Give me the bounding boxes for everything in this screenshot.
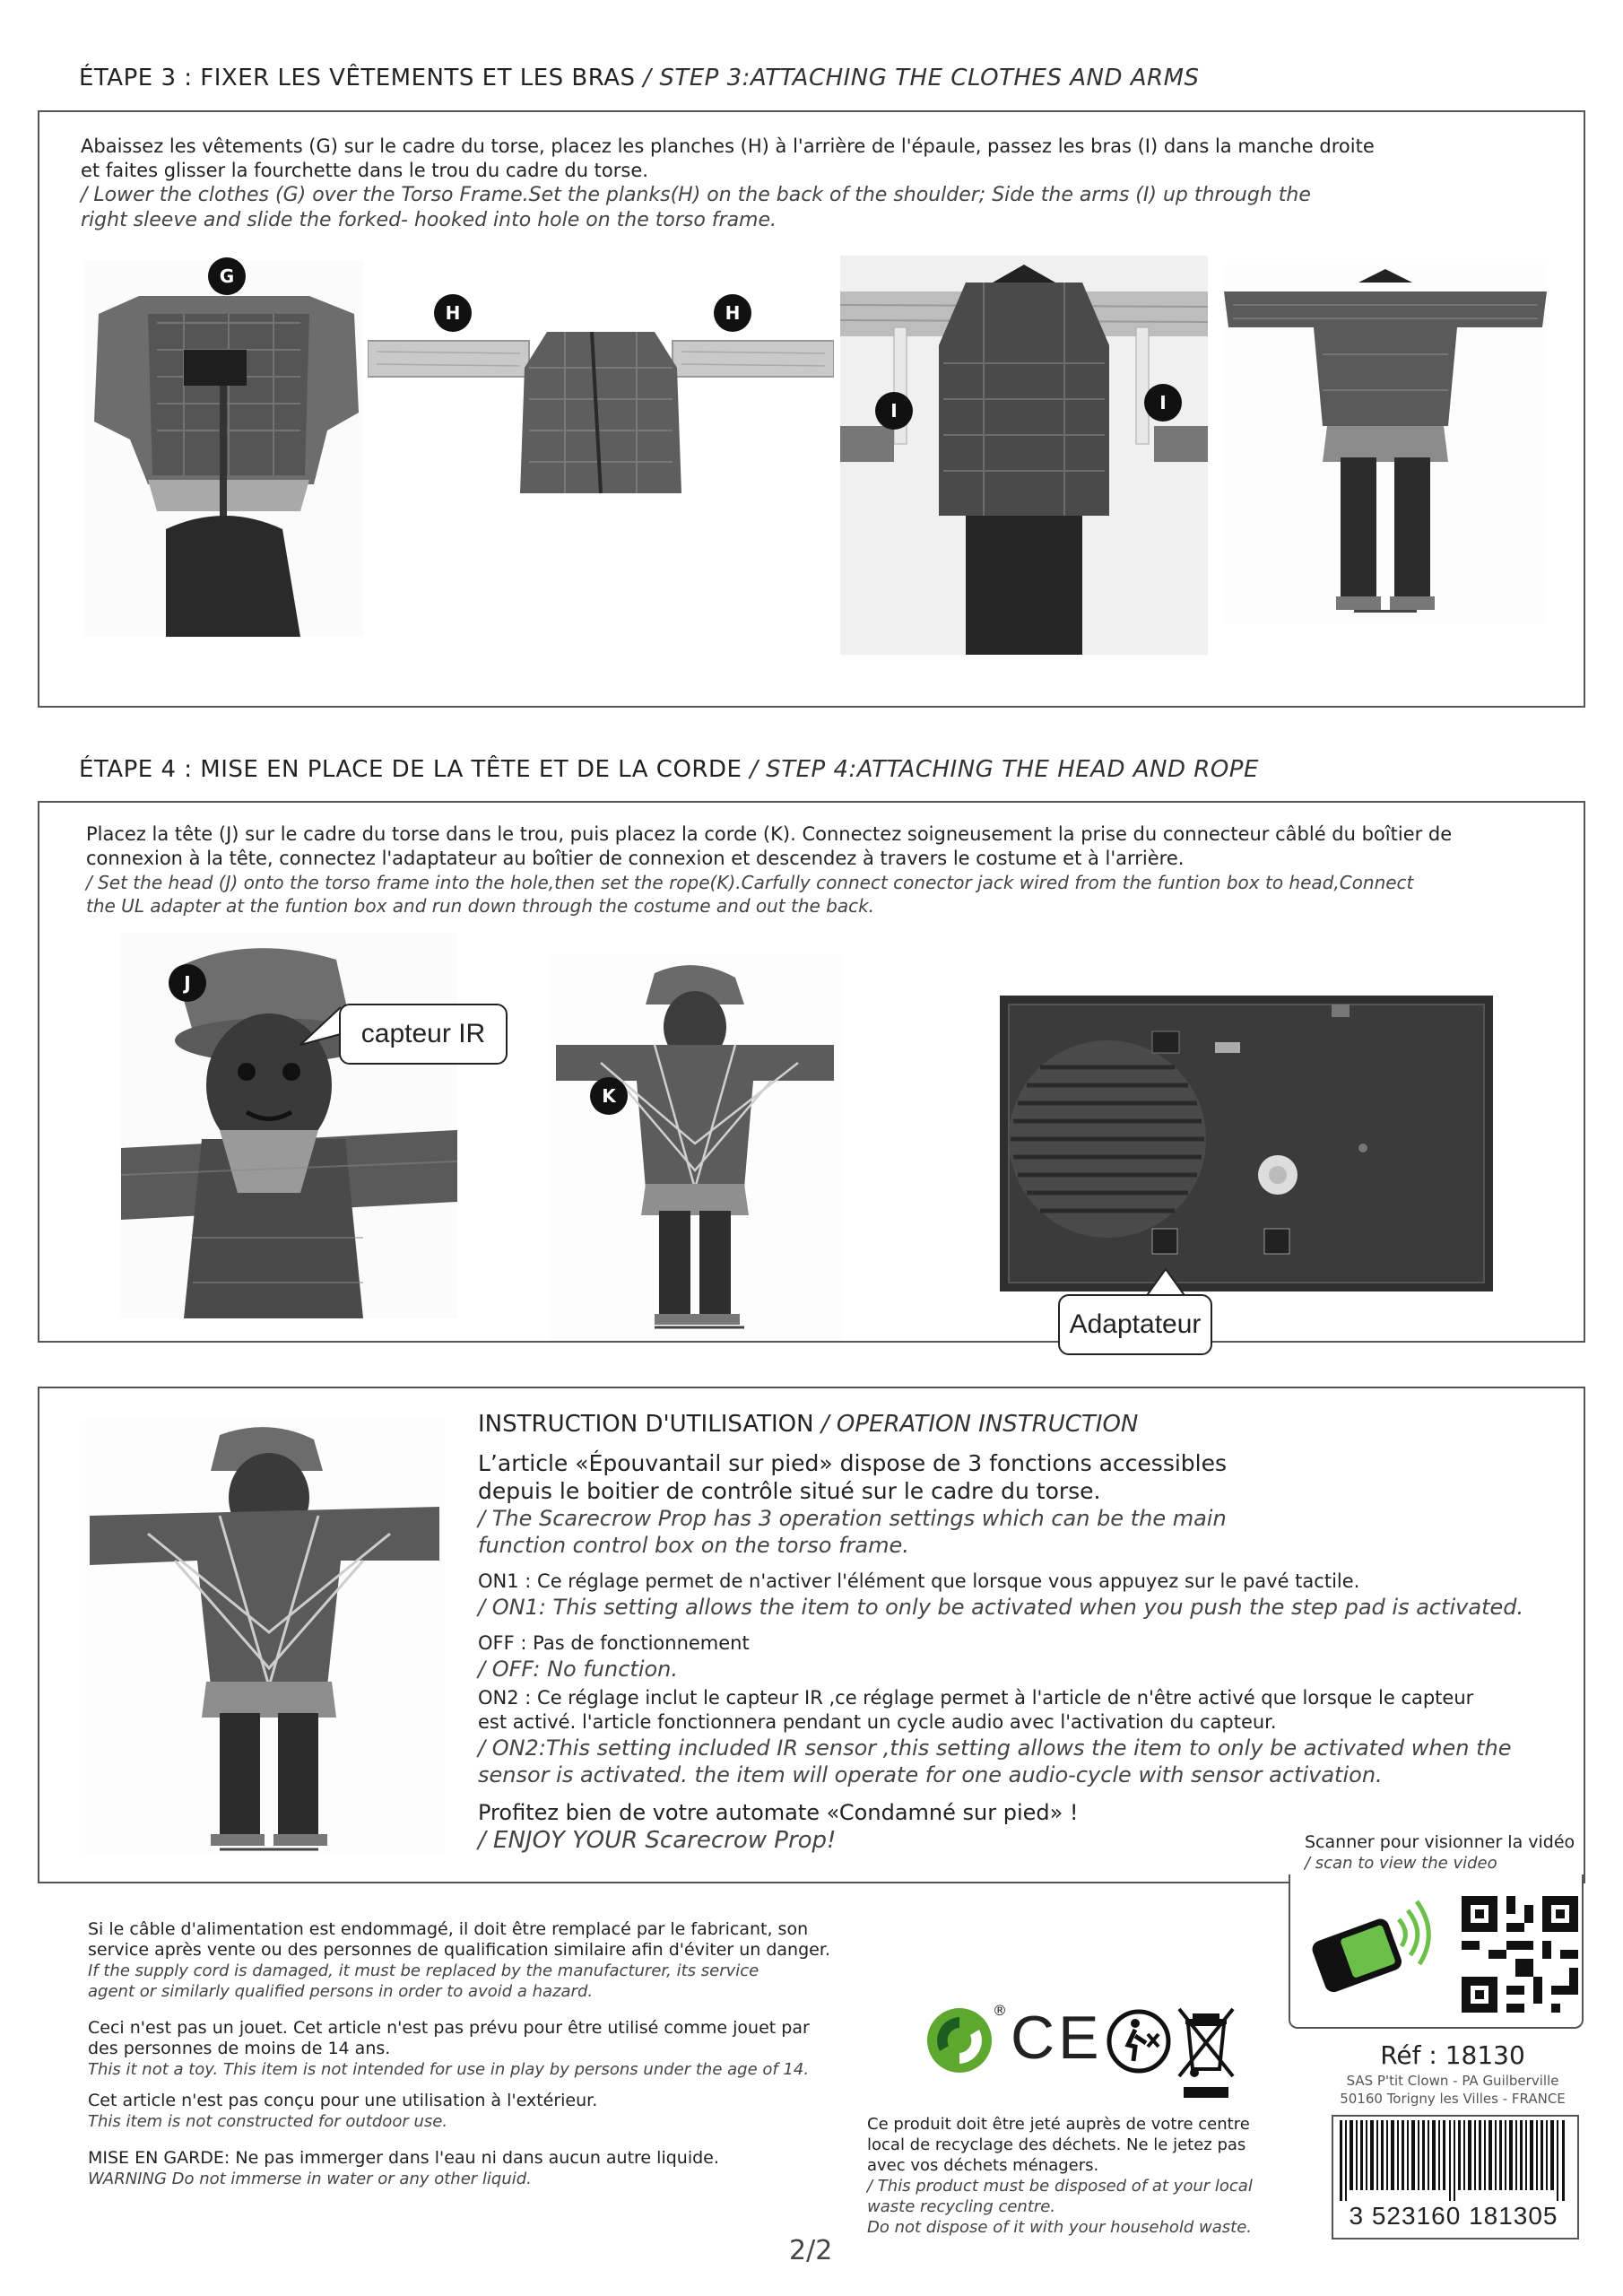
warning-cord-en-1: If the supply cord is damaged, it must be replaced by the manufacturer, its service bbox=[88, 1961, 759, 1980]
step3-title bbox=[79, 65, 1200, 91]
warnings bbox=[88, 1919, 895, 2189]
video-caption bbox=[1305, 1832, 1592, 1874]
step4-text-fr-2: connexion à la tête, connectez l'adaptateur au boîtier de connexion et descendez à travers le costume et à l'arrière. bbox=[86, 848, 1185, 869]
page-number: 2/2 bbox=[789, 2235, 833, 2266]
on2-en-1: / ON2:This setting included IR sensor ,this setting allows the item to only be activated when the bbox=[478, 1735, 1512, 1761]
step4-title-fr: ÉTAPE 4 : MISE EN PLACE DE LA TÊTE ET DE LA CORDE bbox=[79, 756, 742, 783]
label-h-left: H bbox=[434, 294, 472, 332]
product-address: 50160 Torigny les Villes - FRANCE bbox=[1340, 2091, 1566, 2107]
planks-jacket-photo bbox=[368, 314, 834, 538]
label-j: J bbox=[169, 964, 206, 1002]
scarecrow-full-photo bbox=[85, 1417, 444, 1857]
disposal-fr-2: local de recyclage des déchets. Ne le jetez pas bbox=[867, 2135, 1246, 2154]
step3-text bbox=[81, 135, 1569, 233]
adapter-callout: Adaptateur bbox=[1058, 1294, 1212, 1355]
warning-cord-en-2: agent or similarly qualified persons in order to avoid a hazard. bbox=[88, 1982, 594, 2001]
warning-toy-en: This it not a toy. This item is not intended for use in play by persons under the age of 14. bbox=[88, 2060, 810, 2079]
step3-text-en-2: right sleeve and slide the forked- hooked into hole on the torso frame. bbox=[81, 209, 777, 231]
step4-text-en-1: / Set the head (J) onto the torso frame into the hole,then set the rope(K).Carfully connect conector jack wired from the funtion box to head,Connect bbox=[86, 872, 1414, 893]
step4-title-en: / STEP 4:ATTACHING THE HEAD AND ROPE bbox=[750, 756, 1259, 783]
operation-title bbox=[478, 1408, 1572, 1440]
video-caption-fr: Scanner pour visionner la vidéo bbox=[1305, 1832, 1575, 1852]
step3-text-fr-2: et faites glisser la fourchette dans le trou du cadre du torse. bbox=[81, 160, 648, 181]
step3-title-en: / STEP 3:ATTACHING THE CLOTHES AND ARMS bbox=[643, 65, 1200, 91]
disposal-fr-1: Ce produit doit être jeté auprès de votre centre bbox=[867, 2115, 1250, 2134]
ir-callout-tail bbox=[296, 998, 341, 1052]
product-info bbox=[1318, 2039, 1587, 2108]
off-en: / OFF: No function. bbox=[478, 1657, 679, 1682]
operation-intro-en-2: function control box on the torso frame. bbox=[478, 1533, 909, 1558]
disposal-en-1: / This product must be disposed of at your local bbox=[867, 2177, 1253, 2196]
label-k: K bbox=[590, 1077, 628, 1115]
weee-bin-icon bbox=[1175, 2005, 1237, 2103]
label-h-right: H bbox=[714, 294, 751, 332]
warning-cord-fr-1: Si le câble d'alimentation est endommagé, il doit être remplacé par le fabricant, son bbox=[88, 1919, 809, 1939]
green-dot-recycling-icon bbox=[924, 2005, 995, 2076]
video-caption-en: / scan to view the video bbox=[1305, 1854, 1497, 1873]
disposal-en-3: Do not dispose of it with your household waste. bbox=[867, 2218, 1253, 2237]
step4-text-fr-1: Placez la tête (J) sur le cadre du torse dans le trou, puis placez la corde (K). Connectez soigneusement la prise du connecteur câblé du boîtier de bbox=[86, 823, 1453, 845]
warning-liquid-fr: MISE EN GARDE: Ne pas immerger dans l'eau ni dans aucun autre liquide. bbox=[88, 2148, 719, 2168]
barcode-icon bbox=[1338, 2120, 1569, 2201]
on2-fr-1: ON2 : Ce réglage inclut le capteur IR ,ce réglage permet à l'article de n'être activé que lorsque le capteur bbox=[478, 1687, 1474, 1709]
qr-code-icon[interactable] bbox=[1462, 1896, 1578, 2013]
on1-en: / ON1: This setting allows the item to only be activated when you push the step pad is activated. bbox=[478, 1595, 1524, 1620]
disposal-text bbox=[867, 2114, 1280, 2238]
on2-fr-2: est activé. l'article fonctionnera pendant un cycle audio avec l'activation du capteur. bbox=[478, 1711, 1277, 1733]
warning-outdoor-fr: Cet article n'est pas conçu pour une utilisation à l'extérieur. bbox=[88, 2091, 598, 2110]
clothes-on-frame-photo bbox=[85, 260, 363, 637]
enjoy-fr: Profitez bien de votre automate «Condamné sur pied» ! bbox=[478, 1800, 1079, 1825]
on1-fr: ON1 : Ce réglage permet de n'activer l'élément que lorsque vous appuyez sur le pavé tactile. bbox=[478, 1570, 1360, 1592]
label-g: G bbox=[208, 257, 246, 295]
off-fr: OFF : Pas de fonctionnement bbox=[478, 1632, 750, 1654]
control-box-photo bbox=[1000, 996, 1493, 1292]
operation-intro-fr-1: L’article «Épouvantail sur pied» dispose de 3 fonctions accessibles bbox=[478, 1450, 1228, 1476]
step3-text-fr-1: Abaissez les vêtements (G) sur le cadre du torse, placez les planches (H) à l'arrière de l'épaule, passez les bras (I) dans la manche droite bbox=[81, 135, 1375, 157]
warning-liquid-en: WARNING Do not immerse in water or any other liquid. bbox=[88, 2170, 532, 2188]
disposal-fr-3: avec vos déchets ménagers. bbox=[867, 2156, 1099, 2175]
step4-text bbox=[86, 822, 1575, 918]
ce-mark: CE bbox=[1011, 2004, 1103, 2072]
label-i-left: I bbox=[875, 392, 913, 430]
on2-en-2: sensor is activated. the item will operate for one audio-cycle with sensor activation. bbox=[478, 1762, 1383, 1787]
step4-text-en-2: the UL adapter at the funtion box and run down through the costume and out the back. bbox=[86, 895, 875, 917]
phone-scan-icon bbox=[1305, 1897, 1435, 2005]
step3-text-en-1: / Lower the clothes (G) over the Torso Frame.Set the planks(H) on the back of the shoulder; Side the arms (I) up through the bbox=[81, 184, 1311, 206]
operation-text bbox=[478, 1408, 1572, 1855]
warning-outdoor-en: This item is not constructed for outdoor use. bbox=[88, 2112, 448, 2131]
ir-sensor-callout: capteur IR bbox=[339, 1004, 508, 1065]
operation-title-en: / OPERATION INSTRUCTION bbox=[820, 1411, 1139, 1438]
operation-intro-en-1: / The Scarecrow Prop has 3 operation settings which can be the main bbox=[478, 1506, 1227, 1531]
triman-icon bbox=[1105, 2007, 1173, 2075]
product-company: SAS P'tit Clown - PA Guilberville bbox=[1346, 2073, 1559, 2089]
enjoy-en: / ENJOY YOUR Scarecrow Prop! bbox=[478, 1827, 837, 1854]
step3-title-fr: ÉTAPE 3 : FIXER LES VÊTEMENTS ET LES BRAS bbox=[79, 65, 636, 91]
operation-intro-fr-2: depuis le boitier de contrôle situé sur le cadre du torse. bbox=[478, 1478, 1101, 1504]
warning-cord-fr-2: service après vente ou des personnes de qualification similaire afin d'éviter un danger. bbox=[88, 1940, 830, 1960]
warning-toy-fr-2: des personnes de moins de 14 ans. bbox=[88, 2039, 391, 2058]
barcode-number: 3 523160 181305 bbox=[1349, 2202, 1558, 2230]
scarecrow-rope-photo bbox=[547, 955, 843, 1341]
assembled-scarecrow-photo bbox=[1224, 265, 1547, 623]
disposal-en-2: waste recycling centre. bbox=[867, 2197, 1056, 2216]
product-ref: Réf : 18130 bbox=[1380, 2040, 1525, 2070]
step4-title bbox=[79, 756, 1259, 783]
warning-toy-fr-1: Ceci n'est pas un jouet. Cet article n'est pas prévu pour être utilisé comme jouet par bbox=[88, 2018, 810, 2038]
arms-sleeves-photo bbox=[840, 256, 1208, 655]
label-i-right: I bbox=[1144, 384, 1182, 422]
registered-mark: ® bbox=[993, 2002, 1007, 2019]
operation-title-fr: INSTRUCTION D'UTILISATION bbox=[478, 1411, 814, 1438]
